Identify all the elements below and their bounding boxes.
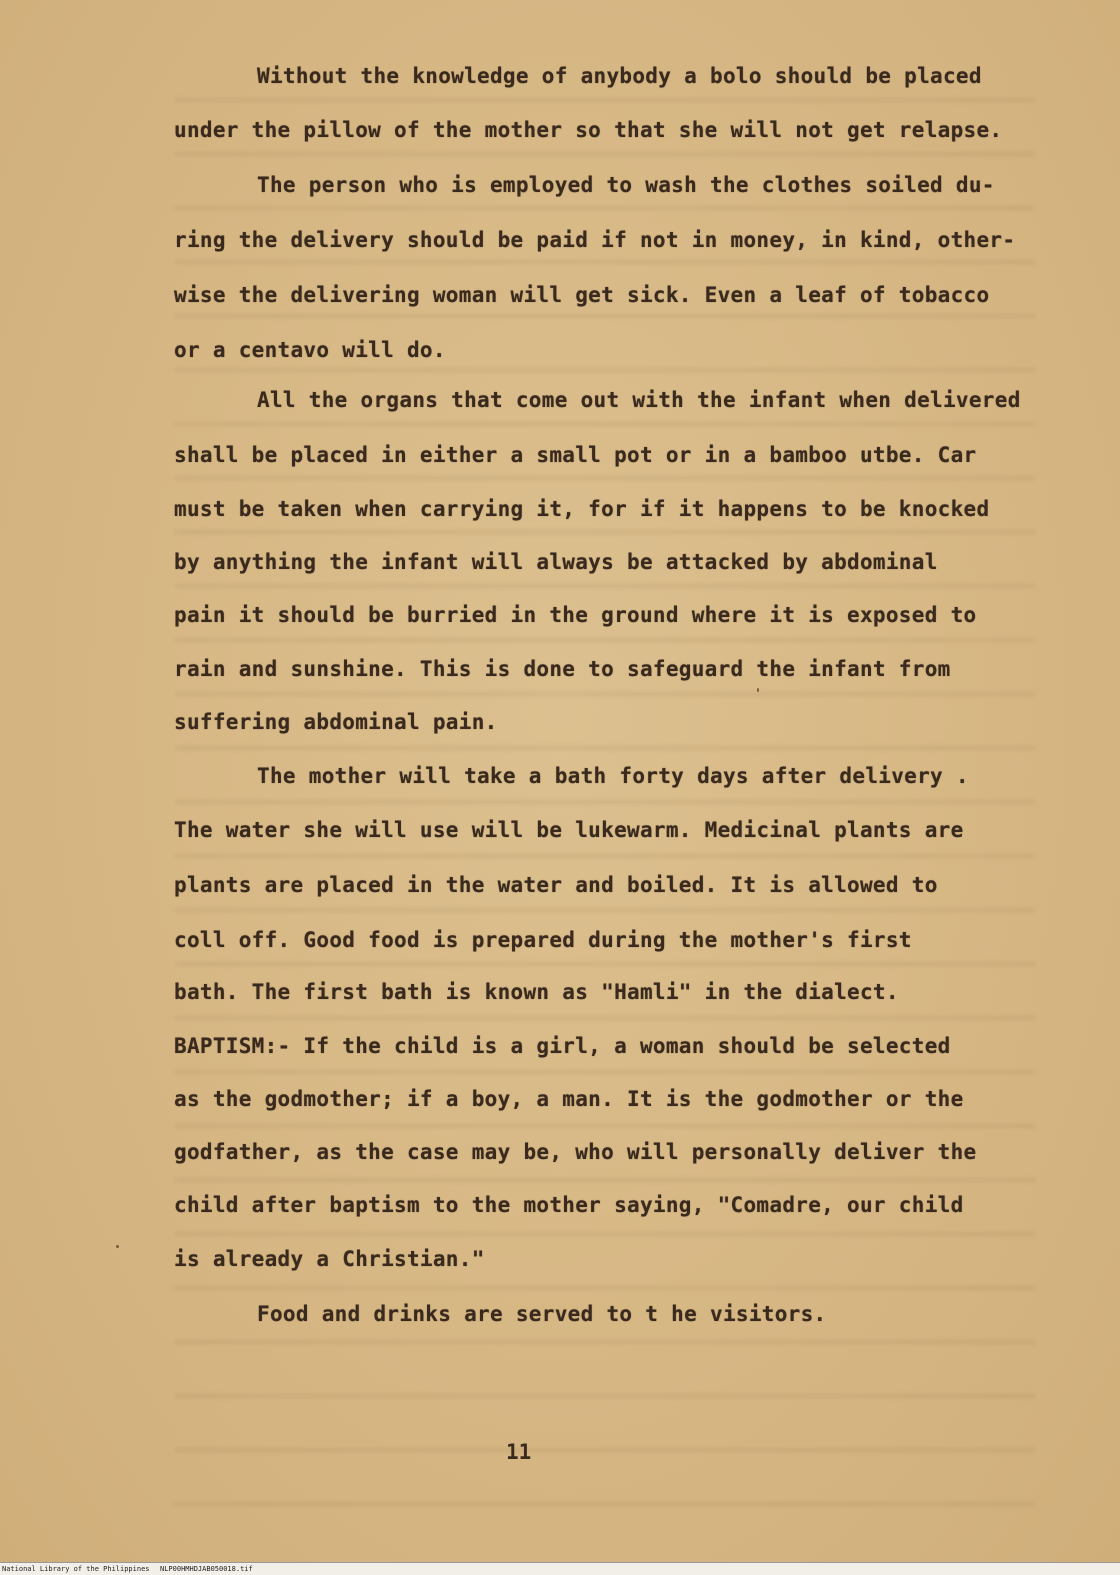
text-line: The water she will use will be lukewarm. Medicinal plants are <box>174 818 964 842</box>
text-line: is already a Christian." <box>174 1247 485 1271</box>
text-line: pain it should be burried in the ground where it is exposed to <box>174 603 977 627</box>
text-line: as the godmother; if a boy, a man. It is the godmother or the <box>174 1087 964 1111</box>
text-line: The person who is employed to wash the clothes soiled du- <box>257 173 995 197</box>
text-line: godfather, as the case may be, who will personally deliver the <box>174 1140 977 1164</box>
text-line: The mother will take a bath forty days after delivery . <box>257 764 969 788</box>
page-number: 11 <box>506 1440 532 1464</box>
text-line: under the pillow of the mother so that she will not get relapse. <box>174 118 1003 142</box>
text-line: rain and sunshine. This is done to safeguard the infant from <box>174 657 951 681</box>
text-line: Without the knowledge of anybody a bolo should be placed <box>257 64 982 88</box>
text-line: or a centavo will do. <box>174 338 446 362</box>
text-line: suffering abdominal pain. <box>174 710 498 734</box>
paper-speck <box>116 1245 119 1248</box>
footer-library: National Library of the Philippines <box>2 1565 150 1573</box>
text-line: ring the delivery should be paid if not in money, in kind, other- <box>174 228 1016 252</box>
text-line: by anything the infant will always be attacked by abdominal <box>174 550 938 574</box>
text-line: Food and drinks are served to t he visitors. <box>257 1302 827 1326</box>
scan-footer <box>0 1562 1120 1575</box>
text-line: shall be placed in either a small pot or in a bamboo utbe. Car <box>174 443 977 467</box>
text-line: bath. The first bath is known as "Hamli" in the dialect. <box>174 980 899 1004</box>
text-line: plants are placed in the water and boiled. It is allowed to <box>174 873 938 897</box>
text-line: BAPTISM:- If the child is a girl, a woman should be selected <box>174 1034 951 1058</box>
text-line: must be taken when carrying it, for if it happens to be knocked <box>174 497 990 521</box>
text-line: child after baptism to the mother saying, "Comadre, our child <box>174 1193 964 1217</box>
text-line: wise the delivering woman will get sick. Even a leaf of tobacco <box>174 283 990 307</box>
text-line: All the organs that come out with the infant when delivered <box>257 388 1021 412</box>
footer-filename: NLP00HMHDJAB050018.tif <box>160 1565 253 1573</box>
text-line: coll off. Good food is prepared during the mother's first <box>174 928 912 952</box>
paper-speck <box>757 688 759 692</box>
